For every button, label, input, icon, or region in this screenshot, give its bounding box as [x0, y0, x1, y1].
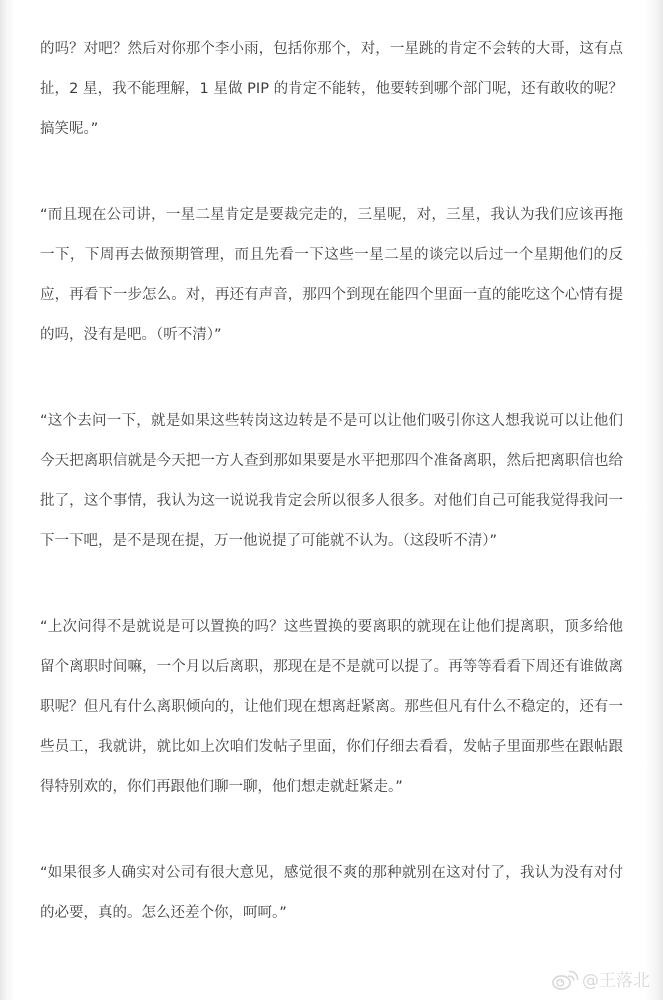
- weibo-icon: [551, 967, 579, 991]
- paragraph-1: 的吗？对吧？然后对你那个李小雨，包括你那个，对，一星跳的肯定不会转的大哥，这有点扯，2 星，我不能理解，1 星做 PIP 的肯定不能转，他要转到哪个部门呢，还有敢收的呢？搞笑呢。”: [40, 41, 623, 137]
- watermark: [551, 966, 650, 991]
- paragraph-5: “如果很多人确实对公司有很大意见，感觉很不爽的那种就别在这对付了，我认为没有对付的必要，真的。怎么还差个你，呵呵。”: [40, 865, 623, 921]
- watermark-handle: @王落北: [582, 971, 650, 991]
- paragraph-4: “上次问得不是就说是可以置换的吗？这些置换的要离职的就现在让他们提离职，顶多给他留个离职时间嘛，一个月以后离职，那现在是不是就可以提了。再等等看看下周还有谁做离职呢？但凡有什么离职倾向的，让他们现在想离赶紧离。那些但凡有什么不稳定的，还有一些员工，我就讲，就比如上次咱们发帖子里面，你们仔细去看看，发帖子里面那些在跟帖跟得特别欢的，你们再跟他们聊一聊，他们想走就赶紧走。”: [40, 619, 623, 795]
- transcript-text: [40, 29, 623, 933]
- paragraph-3: “这个去问一下，就是如果这些转岗这边转是不是可以让他们吸引你这人想我说可以让他们今天把离职信就是今天把一方人查到那如果要是水平把那四个准备离职，然后把离职信也给批了，这个事情，我认为这一说说我肯定会所以很多人很多。对他们自己可能我觉得我问一下一下吧，是不是现在提，万一他说提了可能就不认为。（这段听不清）”: [40, 413, 623, 549]
- paragraph-2: “而且现在公司讲，一星二星肯定是要裁完走的，三星呢，对，三星，我认为我们应该再拖一下，下周再去做预期管理，而且先看一下这些一星二星的谈完以后过一个星期他们的反应，再看下一步怎么。对，再还有声音，那四个到现在能四个里面一直的能吃这个心情有提的吗，没有是吧。（听不清）”: [40, 207, 623, 343]
